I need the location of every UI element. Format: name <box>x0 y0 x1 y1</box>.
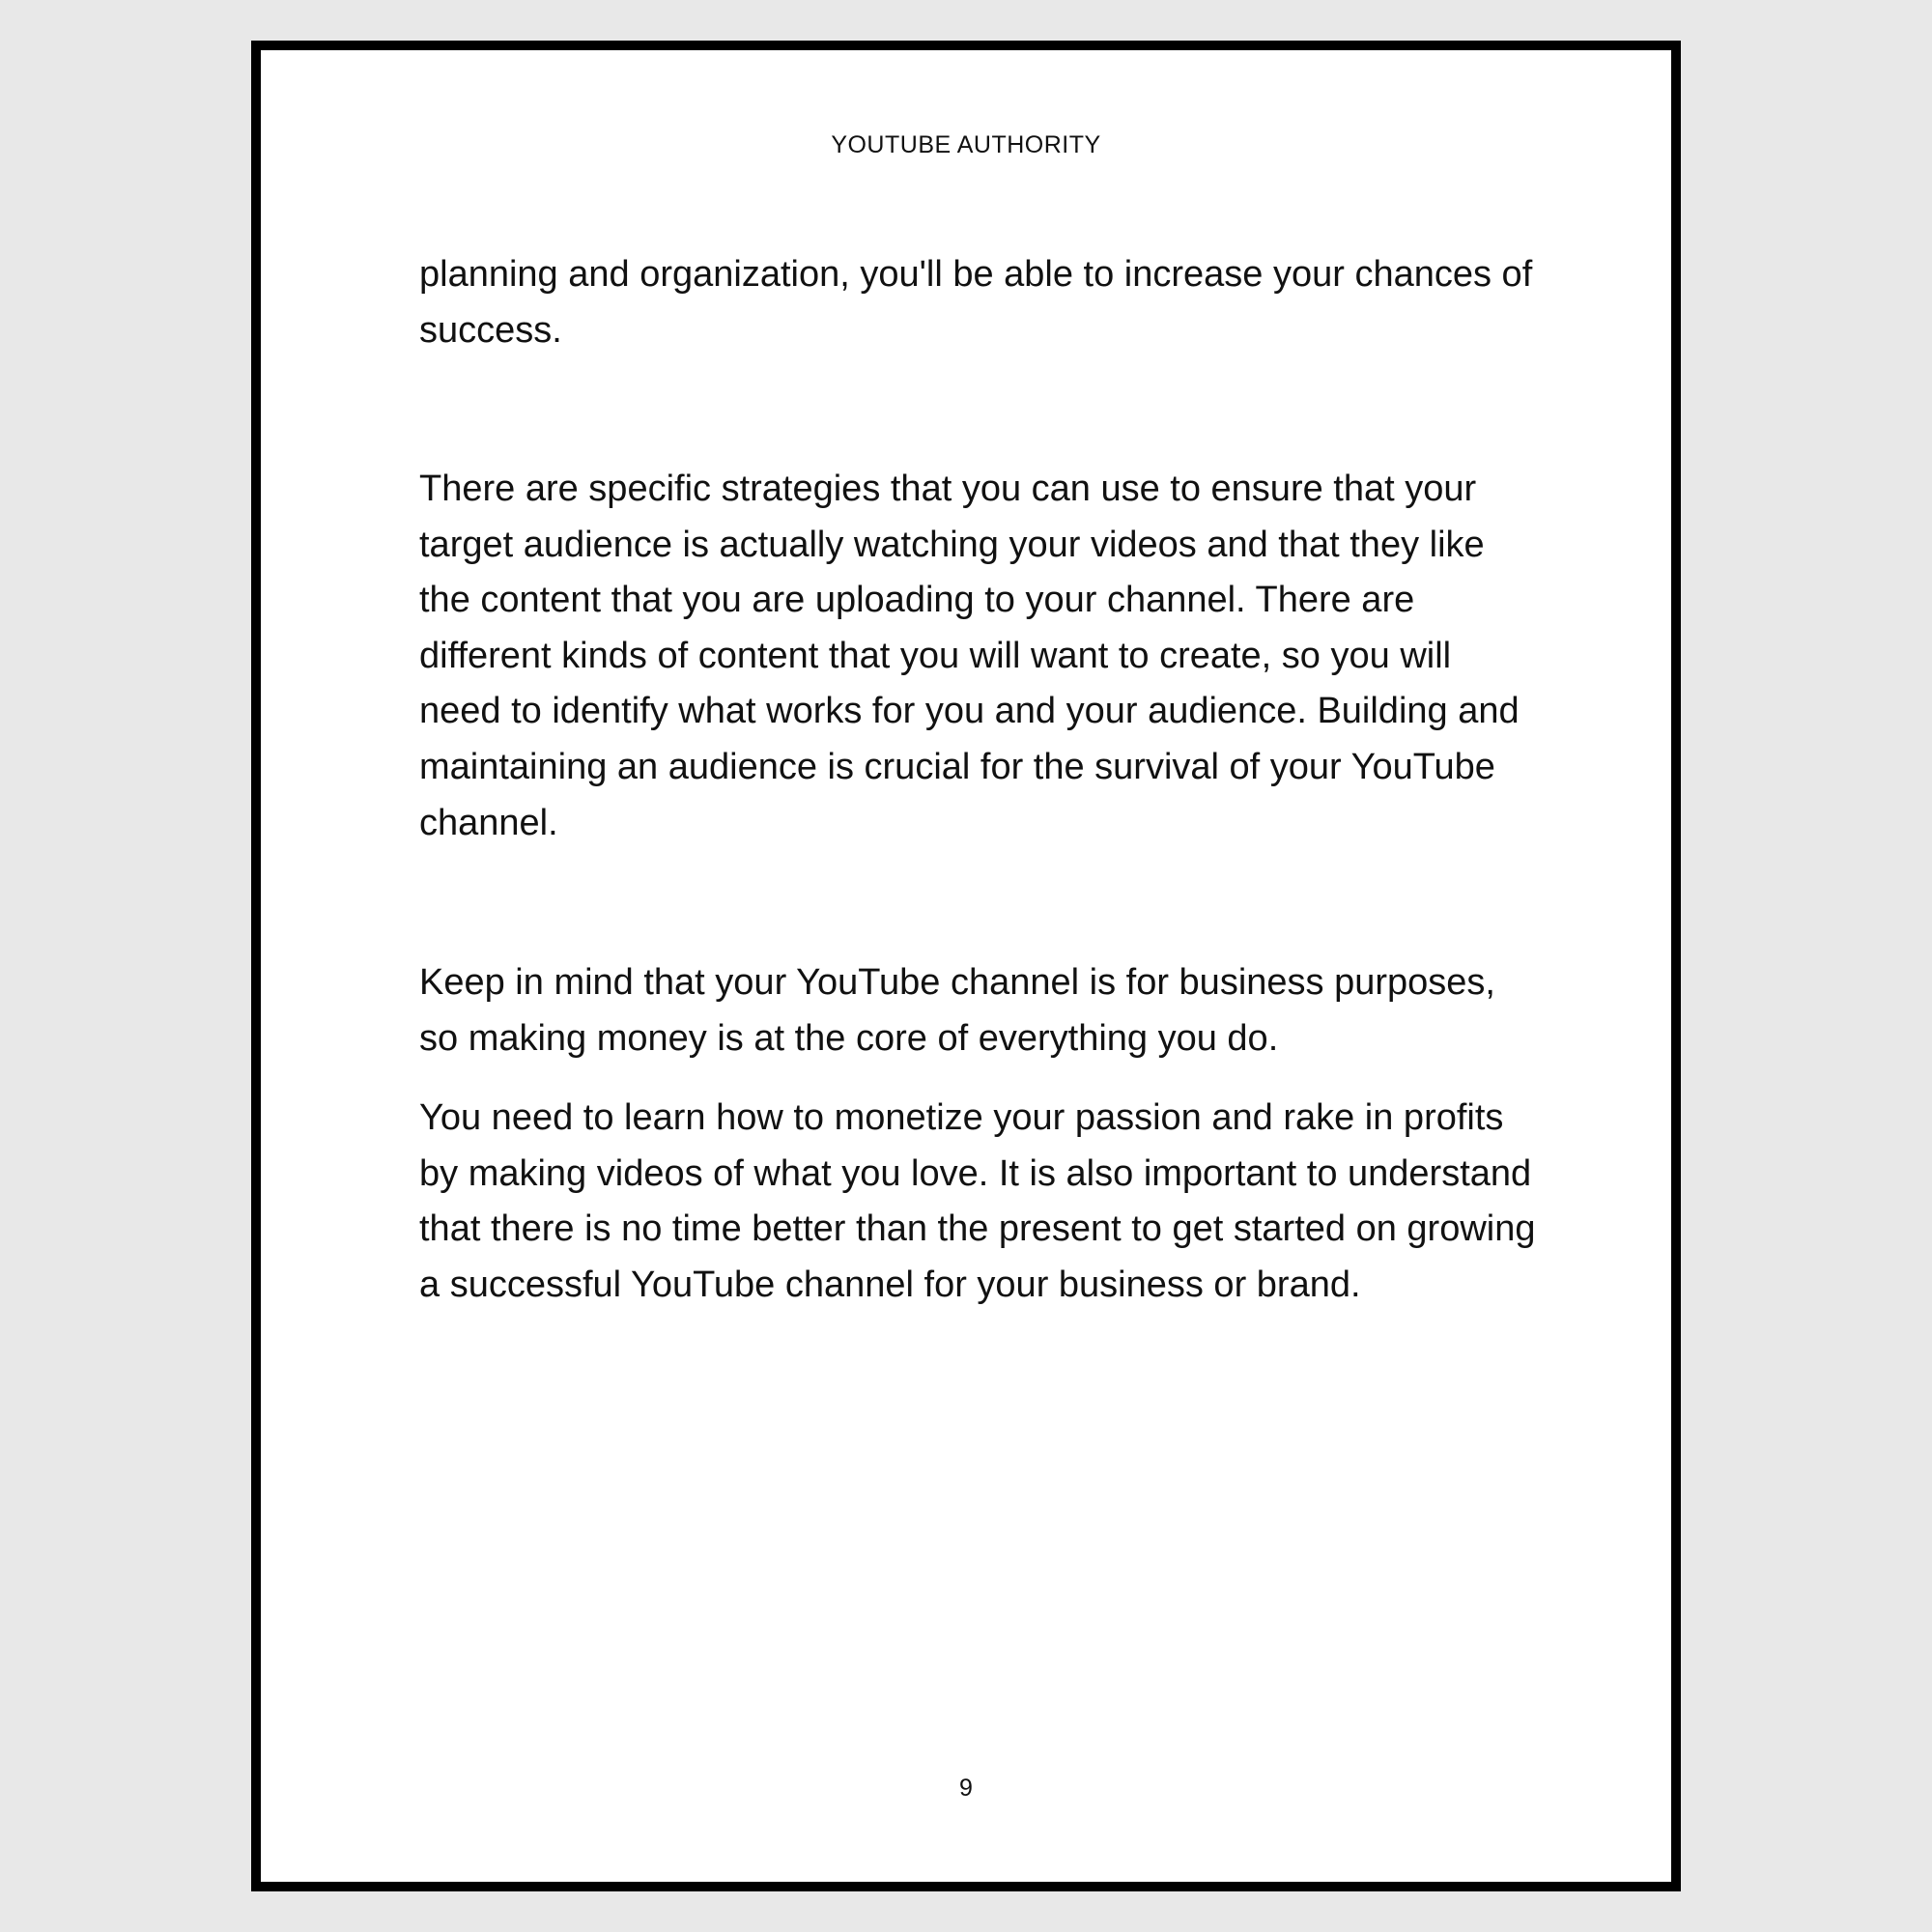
paragraph-monetize-passion: You need to learn how to monetize your passion and rake in profits by making videos of what you love. It is also important to understand that there is no time better than the present to get started on growing a successful YouTube channel for your business or brand. <box>419 1097 1536 1305</box>
document-page <box>251 41 1681 1891</box>
paragraph-business-purposes: Keep in mind that your YouTube channel is for business purposes, so making money is at the core of everything you do. <box>419 962 1495 1059</box>
paragraph-audience-strategies: There are specific strategies that you can use to ensure that your target audience is actually watching your videos and that they like the content that you are uploading to your channel. There are different kinds of content that you will want to create, so you will need to identify what works for you and your audience. Building and maintaining an audience is crucial for the survival of your YouTube channel. <box>419 469 1520 843</box>
page-number: 9 <box>959 1775 973 1802</box>
paragraph-planning-success: planning and organization, you'll be able to increase your chances of success. <box>419 254 1533 351</box>
running-header: YOUTUBE AUTHORITY <box>831 131 1101 158</box>
